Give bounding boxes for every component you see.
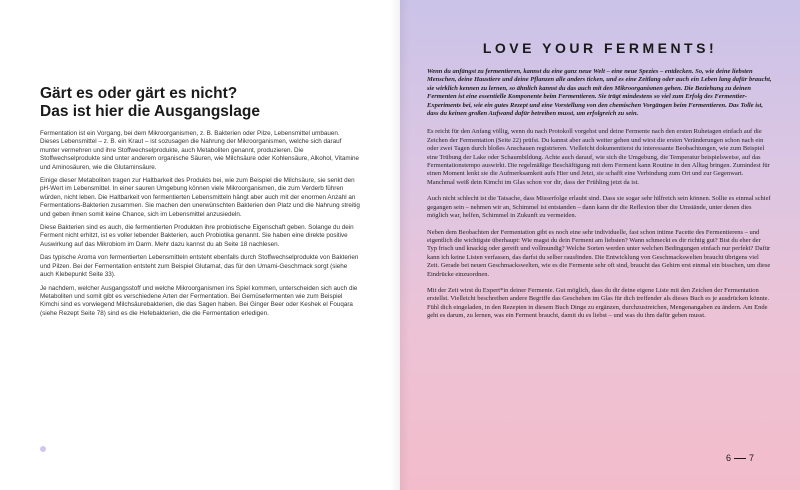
- right-paragraph: Auch nicht schlecht ist die Tatsache, dass Misserfolge erlaubt sind. Dass sie sogar sehr hilfreich sein können. Sollte es einmal schief gegangen sein – nehmen wir an, Schimmel ist entstanden – dann kann dir die Reflexion über die Umstände, unter denen dies möglich war, helfen, Schimmel in Zukunft zu vermeiden.: [427, 195, 771, 220]
- left-body-text: [40, 130, 360, 323]
- right-paragraph: Neben dem Beobachten der Fermentation gibt es noch eine sehr individuelle, fast schon intime Facette des Fermentierens – und eigentlich die wichtigste überhaupt: Wie magst du dein Ferment am liebsten? Wann schmeckt es dir richtig gut? Bist du eher der Typ frisch und knackig oder gereift und vollmundig? Welche Sorten werden unter welchen Bedingungen einfach nur perfekt? Dafür kann ich keine Listen verfassen, das darfst du selber rausfinden. Die Entwicklung von Geschmackswelten braucht übrigens viel Zeit. Gerade bei neuen Geschmackswelten, wie es die Fermente sehr oft sind, braucht das Gehirn erst einmal ein bisschen, um diese Eindrücke einzuordnen.: [427, 228, 771, 278]
- right-paragraph: Mit der Zeit wirst du Expert*in deiner Fermente. Gut möglich, dass du dir deine eigene Liste mit den Zeichen der Fermentation erstellst. Vielleicht beschreiben andere Begriffe das Geschehen im Glas für dich treffender als dieses Buch es je ausdrücken könnte. Fühl dich eingeladen, in den Rezepten in diesem Buch Dinge zu ergänzen, durchzustreichen, Mengenangaben zu ändern. Am Ende geht es darum, zu lernen, was ein Ferment braucht, damit du es liebst – und was du ihm dafür geben musst.: [427, 286, 770, 320]
- page-number-left: 6: [726, 453, 732, 463]
- left-paragraph: Diese Bakterien sind es auch, die fermentierten Produkten ihre probiotische Eigenschaft geben. Solange du dein Ferment nicht erhitzt, ist es voller lebender Bakterien, auch Probiotika genannt. Sie haben eine direkte positive Auswirkung auf das Mikrobiom im Darm. Mehr dazu kannst du ab Seite 18 nachlesen.: [40, 224, 354, 248]
- left-paragraph: Fermentation ist ein Vorgang, bei dem Mikroorganismen, z. B. Bakterien oder Pilze, Lebensmittel umbauen. Dieses Lebensmittel – z. B. ein Kraut – ist sozusagen die Nahrung der Mikroorganismen, welche sich darauf munter vermehren und ihre Stoffwechselprodukte, auch Metaboliten genannt, produzieren. Die Stoffwechselprodukte sind unter anderem organische Säuren, wie Milchsäure oder Kohlensäure, Alkohol, Vitamine und Aminosäuren, wie die Glutaminsäure.: [40, 130, 359, 171]
- intro-paragraph: Wenn du anfängst zu fermentieren, kannst du eine ganz neue Welt – eine neue Spezies – entdecken. So, wie deine liebsten Menschen, deine Haustiere und deine Pflanzen alle anders ticken, und es eine Zeitlang oder auch ein Leben lang dafür braucht, sie wirklich kennen zu lernen, so ähnlich kannst du das auch mit den Mikroorganismen gehen. Die Beziehung zu deinen Fermenten ist eine essentielle Komponente beim Fermentieren. Sie trägt mindestens so viel zum Erfolg des Fermentier-Experiments bei, wie ein gutes Rezept und eine Vorstellung von den chemischen Vorgängen beim Fermentieren. Das Tolle ist, dass du keinen großen Aufwand dafür betreiben musst, um erfolgreich zu sein.: [427, 68, 772, 118]
- right-body-text: [427, 68, 772, 329]
- book-gutter: [390, 0, 410, 490]
- page-numbers: [726, 453, 754, 463]
- page-number-right: 7: [749, 453, 755, 463]
- left-paragraph: Je nachdem, welcher Ausgangsstoff und welche Mikroorganismen ins Spiel kommen, unterscheiden sich auch die Metaboliten und somit gibt es verschiedene Arten der Fermentation. Bei Gemüsefermenten wie zum Beispiel Kimchi sind es vorwiegend Milchsäurebakterien, die das Sagen haben. Bei Ginger Beer oder Keshek el Fouqara (siehe Rezept Seite 78) sind es die Hefebakterien, die die Fermentation erledigen.: [40, 284, 358, 317]
- left-paragraph: Das typische Aroma von fermentierten Lebensmitteln entsteht ebenfalls durch Stoffwechselprodukte von Bakterien und Pilzen. Bei der Fermentation entsteht zum Beispiel Glutamat, das für den Umami-Geschmack sorgt (siehe auch Klebepunkt Seite 33).: [40, 254, 359, 279]
- page-number-separator: [734, 458, 746, 459]
- right-paragraph: Es reicht für den Anfang völlig, wenn du nach Protokoll vorgehst und deine Fermente nach den ersten Ruhetagen einfach auf die Zeichen der Fermentation (Seite 22) prüfst. Du kannst aber auch weiter gehen und wirst die ersten Veränderungen schon nach ein oder zwei Tagen durch bloßes Anschauen registrieren. Vielleicht dokumentierst du interessante Beobachtungen, wie zum Beispiel eine Trübung der Lake oder Schaumbildung. Achte auch darauf, wie sich die Umgebung, die Temperatur beispielsweise, auf das Fermentationstempo auswirkt. Die regelmäßige Beschäftigung mit dem Ferment kann Routine in den Alltag bringen. Zumindest für einen Moment lenkt sie die Aufmerksamkeit aufs Hier und Jetzt, sie schafft eine Verbindung zum Ort und zur Gegenwart. Manchmal weiß dein Kimchi im Glas schon vor dir, dass der Frühling jetzt da ist.: [427, 128, 770, 186]
- decorative-dot-icon: [40, 446, 46, 452]
- section-heading: [40, 85, 360, 121]
- heading-line-1: Gärt es oder gärt es nicht?: [40, 85, 238, 102]
- left-paragraph: Einige dieser Metaboliten tragen zur Haltbarkeit des Produkts bei, wie zum Beispiel die Milchsäure, sie senkt den pH-Wert im Lebensmittel. In einer sauren Umgebung können viele Mikroorganismen, die zum Verderb führen würden, nicht leben. Die Haltbarkeit von fermentierten Lebensmitteln hängt aber auch mit der enormen Anzahl an Fermentations-Bakterien zusammen. Sie machen den unerwünschten Bakterien den Platz und die Nahrung streitig und geben ihnen somit keine Chance, sich im Lebensmittel anzusiedeln.: [40, 177, 360, 218]
- heading-line-2: Das ist hier die Ausgangslage: [40, 103, 260, 120]
- page-title: LOVE YOUR FERMENTS!: [482, 40, 718, 56]
